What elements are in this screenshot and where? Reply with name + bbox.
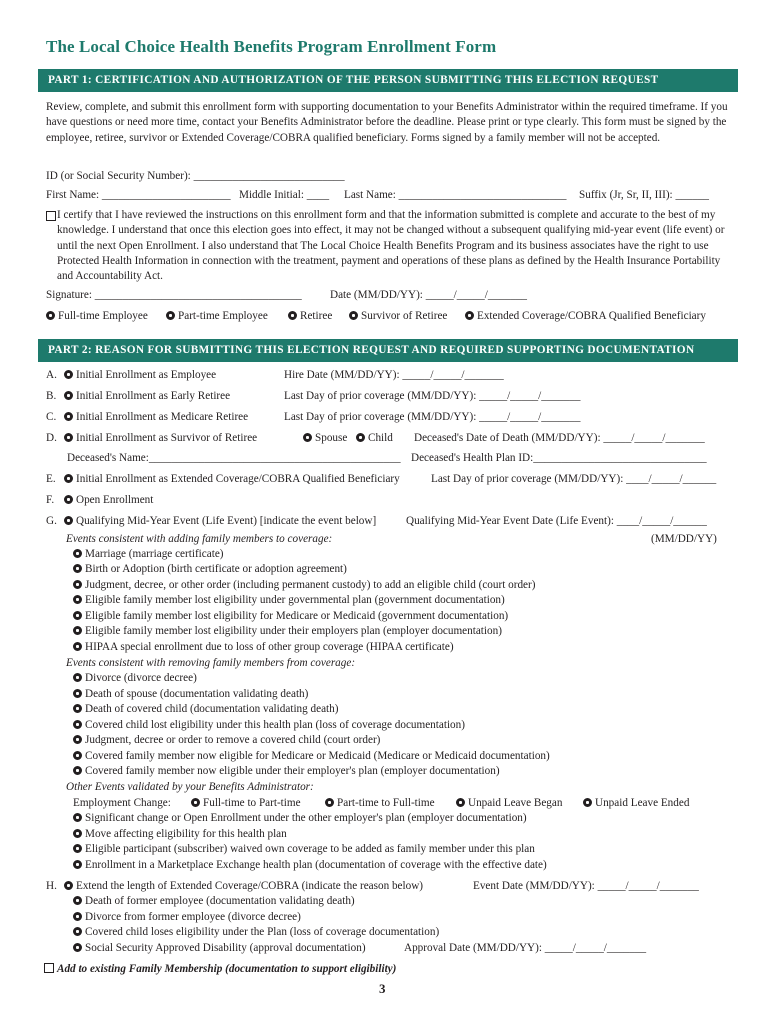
option-label: Add to existing Family Membership (documentation to support eligibility) [57, 963, 397, 975]
event-marketplace[interactable] [73, 858, 547, 873]
radio-icon [73, 943, 82, 952]
option-label: Initial Enrollment as Extended Coverage/COBRA Qualified Beneficiary [76, 473, 400, 485]
radio-icon [73, 689, 82, 698]
event-label: Death of covered child (documentation validating death) [85, 703, 339, 715]
signature-date-field[interactable]: Date (MM/DD/YY): _____/_____/_______ [330, 289, 528, 301]
event-judgment-remove[interactable] [73, 733, 380, 748]
h-ssa-disability[interactable] [73, 941, 366, 956]
radio-icon [73, 844, 82, 853]
middle-initial-field[interactable]: Middle Initial: ____ [239, 189, 330, 201]
radio-icon [73, 735, 82, 744]
event-label: Judgment, decree, or other order (including permanent custody) to add an eligible child (court order) [85, 579, 536, 591]
page-number: 3 [379, 981, 386, 996]
type-label: Part-time Employee [178, 310, 268, 322]
type-cobra-beneficiary[interactable] [465, 309, 706, 324]
event-death-spouse[interactable] [73, 687, 308, 702]
type-part-time-employee[interactable] [166, 309, 268, 324]
employment-change-label: Employment Change: [73, 797, 171, 809]
other-events-heading: Other Events validated by your Benefits Administrator: [66, 781, 314, 793]
event-label: Covered family member now eligible for Medicare or Medicaid (Medicare or Medicaid documentation) [85, 750, 550, 762]
removing-events-heading: Events consistent with removing family members from coverage: [66, 657, 356, 669]
radio-icon [64, 433, 73, 442]
radio-icon [64, 495, 73, 504]
event-waived-coverage[interactable] [73, 842, 535, 857]
event-lost-employer[interactable] [73, 624, 502, 639]
event-label: Enrollment in a Marketplace Exchange health plan (documentation of coverage with the effective date) [85, 859, 547, 871]
event-lost-governmental[interactable] [73, 593, 505, 608]
radio-icon [456, 798, 465, 807]
radio-icon [73, 595, 82, 604]
option-label: Qualifying Mid-Year Event (Life Event) [indicate the event below] [76, 515, 377, 527]
radio-icon [166, 311, 175, 320]
radio-icon [73, 611, 82, 620]
option-label: Social Security Approved Disability (approval documentation) [85, 942, 366, 954]
radio-icon [64, 474, 73, 483]
signature-field[interactable]: Signature: _____________________________________ [46, 289, 302, 301]
radio-icon [349, 311, 358, 320]
approval-date-field[interactable]: Approval Date (MM/DD/YY): _____/_____/_______ [404, 942, 647, 954]
letter-g: G. [46, 515, 57, 527]
option-label: Initial Enrollment as Early Retiree [76, 390, 231, 402]
option-c-medicare-retiree[interactable] [64, 410, 248, 425]
option-e-cobra[interactable] [64, 472, 400, 487]
d-spouse-option[interactable] [303, 431, 347, 446]
type-full-time-employee[interactable] [46, 309, 148, 324]
radio-icon [73, 896, 82, 905]
suffix-field[interactable]: Suffix (Jr, Sr, II, III): ______ [579, 189, 710, 201]
date-of-death-field[interactable]: Deceased's Date of Death (MM/DD/YY): _____/_____/_______ [414, 432, 705, 444]
event-label: Marriage (marriage certificate) [85, 548, 224, 560]
letter-c: C. [46, 411, 57, 423]
option-b-early-retiree[interactable] [64, 389, 230, 404]
option-label: Divorce from former employee (divorce decree) [85, 911, 301, 923]
add-existing-family-option[interactable] [44, 962, 396, 977]
type-label: Survivor of Retiree [361, 310, 448, 322]
type-label: Extended Coverage/COBRA Qualified Beneficiary [477, 310, 706, 322]
letter-e: E. [46, 473, 56, 485]
first-name-field[interactable]: First Name: _______________________ [46, 189, 231, 201]
employment-leave-began[interactable] [456, 796, 562, 811]
hire-date-field[interactable]: Hire Date (MM/DD/YY): _____/_____/_______ [284, 369, 504, 381]
radio-icon [46, 311, 55, 320]
event-label: Divorce (divorce decree) [85, 672, 197, 684]
event-date-field[interactable]: Event Date (MM/DD/YY): _____/_____/_______ [473, 880, 699, 892]
part2-heading: PART 2: REASON FOR SUBMITTING THIS ELECTION REQUEST AND REQUIRED SUPPORTING DOCUMENTATION [38, 339, 738, 362]
event-lost-medicare[interactable] [73, 609, 508, 624]
event-label: Eligible family member lost eligibility for Medicare or Medicaid (government documentation) [85, 610, 509, 622]
event-label: Eligible participant (subscriber) waived own coverage to be added as family member under this plan [85, 843, 535, 855]
event-label: HIPAA special enrollment due to loss of other group coverage (HIPAA certificate) [85, 641, 454, 653]
event-birth-adoption[interactable] [73, 562, 347, 577]
last-name-field[interactable]: Last Name: ______________________________ [344, 189, 567, 201]
h-death-former-employee[interactable] [73, 894, 355, 909]
option-d-survivor[interactable] [64, 431, 257, 446]
event-label: Covered child lost eligibility under this health plan (loss of coverage documentation) [85, 719, 465, 731]
option-label: Unpaid Leave Began [468, 797, 563, 809]
type-retiree[interactable] [288, 309, 332, 324]
option-label: Initial Enrollment as Survivor of Retiree [76, 432, 258, 444]
deceased-plan-id-field[interactable]: Deceased's Health Plan ID:_______________________________ [411, 452, 707, 464]
letter-d: D. [46, 432, 57, 444]
radio-icon [73, 673, 82, 682]
event-marriage[interactable] [73, 547, 224, 562]
option-label: Child [368, 432, 393, 444]
letter-h: H. [46, 880, 57, 892]
event-divorce[interactable] [73, 671, 197, 686]
event-label: Covered family member now eligible under their employer's plan (employer documentation) [85, 765, 500, 777]
part1-intro: Review, complete, and submit this enrollment form with supporting documentation to your Benefits Administrator within the required timeframe. If you have questions or need more time, contact your Benefits Administrator before the deadline. Please print or type clearly. This form must be signed by the employee, retiree, survivor or Extended Coverage/COBRA qualified beneficiary. Forms signed by a family member will not be accepted. [46, 101, 728, 144]
option-label: Full-time to Part-time [203, 797, 301, 809]
option-h-extend-cobra[interactable] [64, 879, 423, 894]
c-prior-coverage-field[interactable]: Last Day of prior coverage (MM/DD/YY): _____/_____/_______ [284, 411, 581, 423]
type-label: Full-time Employee [58, 310, 148, 322]
radio-icon [73, 642, 82, 651]
option-label: Extend the length of Extended Coverage/COBRA (indicate the reason below) [76, 880, 424, 892]
radio-icon [73, 860, 82, 869]
option-label: Spouse [315, 432, 348, 444]
radio-icon [73, 626, 82, 635]
h-divorce-former-employee[interactable] [73, 910, 301, 925]
checkbox-icon [44, 963, 54, 973]
radio-icon [73, 829, 82, 838]
id-field[interactable]: ID (or Social Security Number): ___________________________ [46, 170, 345, 182]
radio-icon [73, 813, 82, 822]
option-label: Unpaid Leave Ended [595, 797, 690, 809]
employment-ft-to-pt[interactable] [191, 796, 301, 811]
employment-leave-ended[interactable] [583, 796, 689, 811]
option-label: Initial Enrollment as Medicare Retiree [76, 411, 249, 423]
radio-icon [288, 311, 297, 320]
radio-icon [465, 311, 474, 320]
radio-icon [73, 580, 82, 589]
event-member-medicare[interactable] [73, 749, 550, 764]
b-prior-coverage-field[interactable]: Last Day of prior coverage (MM/DD/YY): _____/_____/_______ [284, 390, 581, 402]
event-label: Birth or Adoption (birth certificate or adoption agreement) [85, 563, 347, 575]
radio-icon [73, 912, 82, 921]
radio-icon [73, 564, 82, 573]
option-label: Open Enrollment [76, 494, 154, 506]
option-label: Death of former employee (documentation validating death) [85, 895, 355, 907]
radio-icon [64, 391, 73, 400]
option-g-life-event[interactable] [64, 514, 376, 529]
event-member-employer[interactable] [73, 764, 500, 779]
certify-checkbox[interactable] [46, 211, 56, 221]
radio-icon [191, 798, 200, 807]
letter-a: A. [46, 369, 57, 381]
form-title: The Local Choice Health Benefits Program Enrollment Form [46, 37, 497, 56]
adding-events-heading: Events consistent with adding family members to coverage: [66, 533, 333, 545]
radio-icon [64, 370, 73, 379]
letter-f: F. [46, 494, 55, 506]
radio-icon [73, 766, 82, 775]
event-label: Eligible family member lost eligibility under their employers plan (employer documentation) [85, 625, 502, 637]
part1-heading: PART 1: CERTIFICATION AND AUTHORIZATION OF THE PERSON SUBMITTING THIS ELECTION REQUEST [38, 69, 738, 92]
life-event-date-field[interactable]: Qualifying Mid-Year Event Date (Life Event): ____/_____/______ [406, 515, 707, 527]
radio-icon [583, 798, 592, 807]
employment-pt-to-ft[interactable] [325, 796, 435, 811]
option-label: Covered child loses eligibility under the Plan (loss of coverage documentation) [85, 926, 440, 938]
type-label: Retiree [300, 310, 333, 322]
event-child-lost-eligibility[interactable] [73, 718, 465, 733]
radio-icon [325, 798, 334, 807]
h-child-loses-eligibility[interactable] [73, 925, 439, 940]
option-label: Initial Enrollment as Employee [76, 369, 217, 381]
radio-icon [73, 720, 82, 729]
radio-icon [73, 927, 82, 936]
radio-icon [73, 751, 82, 760]
event-label: Judgment, decree or order to remove a covered child (court order) [85, 734, 381, 746]
radio-icon [64, 412, 73, 421]
event-label: Eligible family member lost eligibility under governmental plan (government documentation) [85, 594, 505, 606]
radio-icon [64, 881, 73, 890]
event-hipaa[interactable] [73, 640, 454, 655]
radio-icon [303, 433, 312, 442]
certify-statement: I certify that I have reviewed the instructions on this enrollment form and that the information submitted is complete and accurate to the best of my knowledge. I understand that once this election goes into effect, it may not be changed without a subsequent qualifying mid-year event (life event) or until the next Open Enrollment. I also understand that The Local Choice Health Benefits Program and its business associates have the right to use Protected Health Information in connection with the treatment, payment and operations of these plans as defined by the Health Insurance Portability and Accountability Act. [57, 209, 725, 283]
radio-icon [73, 549, 82, 558]
radio-icon [356, 433, 365, 442]
event-move[interactable] [73, 827, 287, 842]
date-format-hint: (MM/DD/YY) [651, 533, 717, 545]
option-label: Part-time to Full-time [337, 797, 435, 809]
deceased-name-field[interactable]: Deceased's Name:_____________________________________________ [67, 452, 401, 464]
option-a-initial-employee[interactable] [64, 368, 216, 383]
radio-icon [73, 704, 82, 713]
d-child-option[interactable] [356, 431, 393, 446]
letter-b: B. [46, 390, 57, 402]
event-death-child[interactable] [73, 702, 339, 717]
radio-icon [64, 516, 73, 525]
event-other-employer-change[interactable] [73, 811, 527, 826]
event-label: Death of spouse (documentation validating death) [85, 688, 309, 700]
event-label: Significant change or Open Enrollment under the other employer's plan (employer documentation) [85, 812, 527, 824]
event-label: Move affecting eligibility for this health plan [85, 828, 287, 840]
option-f-open-enrollment[interactable] [64, 493, 153, 508]
type-survivor-of-retiree[interactable] [349, 309, 447, 324]
event-judgment-add[interactable] [73, 578, 535, 593]
e-prior-coverage-field[interactable]: Last Day of prior coverage (MM/DD/YY): ____/_____/______ [431, 473, 717, 485]
